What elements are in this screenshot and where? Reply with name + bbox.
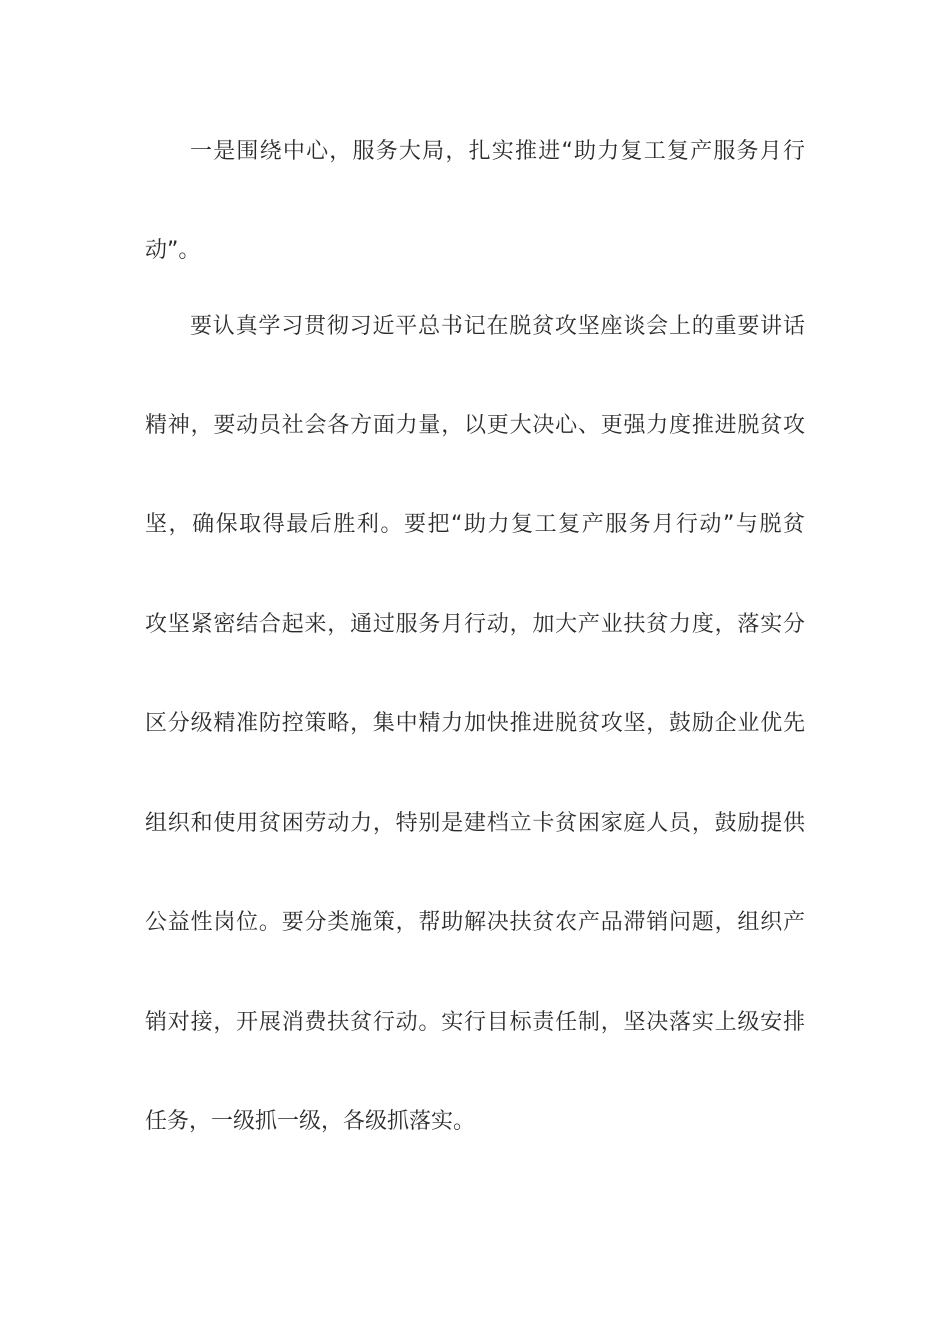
paragraph-1-line-2: 动”。	[145, 238, 201, 263]
paragraph-2-line-8: 销对接，开展消费扶贫行动。实行目标责任制，坚决落实上级安排	[145, 1010, 805, 1035]
paragraph-2-line-9: 任务，一级抓一级，各级抓落实。	[145, 1109, 476, 1134]
paragraph-2-line-6: 组织和使用贫困劳动力，特别是建档立卡贫困家庭人员，鼓励提供	[145, 811, 805, 836]
paragraph-2-line-1: 要认真学习贯彻习近平总书记在脱贫攻坚座谈会上的重要讲话	[190, 314, 805, 339]
paragraph-1-line-1: 一是围绕中心，服务大局，扎实推进“助力复工复产服务月行	[190, 139, 805, 164]
paragraph-2-line-2: 精神，要动员社会各方面力量，以更大决心、更强力度推进脱贫攻	[145, 413, 805, 438]
paragraph-2-line-3: 坚，确保取得最后胜利。要把“助力复工复产服务月行动”与脱贫	[145, 512, 805, 537]
paragraph-2-line-5: 区分级精准防控策略，集中精力加快推进脱贫攻坚，鼓励企业优先	[145, 711, 805, 736]
paragraph-2-line-7: 公益性岗位。要分类施策，帮助解决扶贫农产品滞销问题，组织产	[145, 910, 805, 935]
paragraph-2-line-4: 攻坚紧密结合起来，通过服务月行动，加大产业扶贫力度，落实分	[145, 612, 805, 637]
